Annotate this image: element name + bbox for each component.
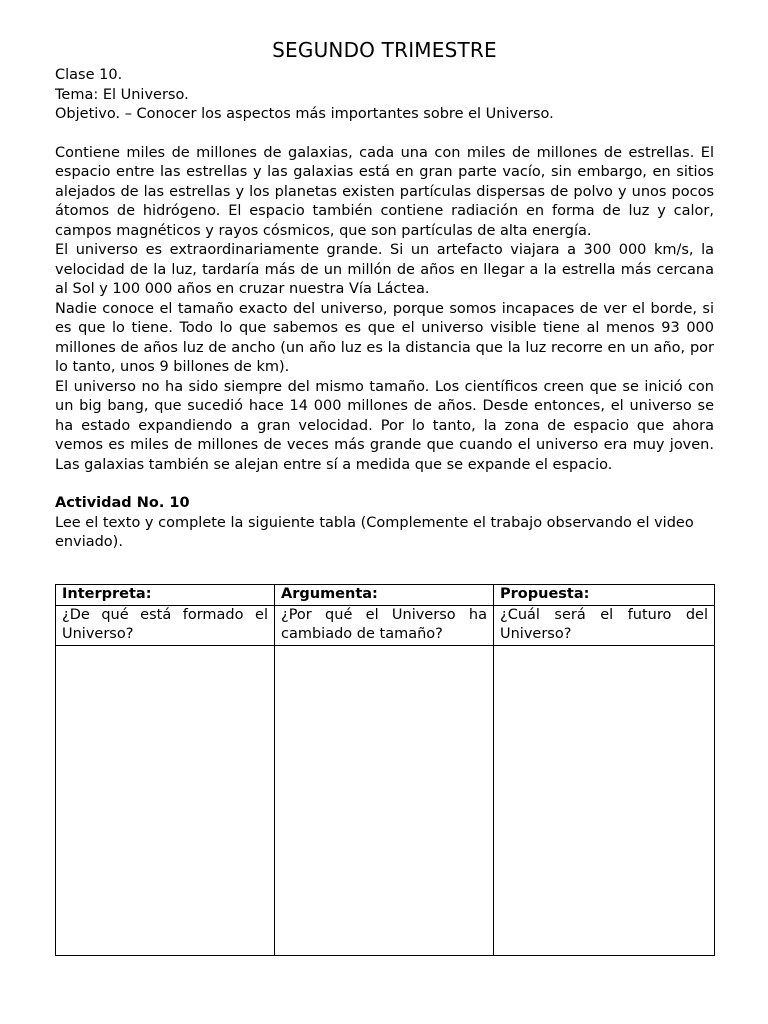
activity-table [55,584,715,956]
header-argumenta: Argumenta: [275,585,494,606]
topic: Tema: El Universo. [55,86,189,103]
table-answer-row [56,645,715,955]
paragraph-size: El universo es extraordinariamente grande. Si un artefacto viajara a 300 000 km/s, la velocidad de la luz, tardaría más de un millón de años en llegar a la estrella más cercana al Sol y 100 000 años en cruzar nuestra Vía Láctea. [55,242,714,297]
table-question-row [56,605,715,645]
header-interpreta: Interpreta: [56,585,275,606]
header-propuesta: Propuesta: [494,585,715,606]
document-page [55,36,714,642]
answer-cell-interpreta[interactable] [56,645,275,955]
answer-cell-propuesta[interactable] [494,645,715,955]
question-size-change: ¿Por qué el Universo ha cambiado de tamaño? [275,605,494,645]
page-title: SEGUNDO TRIMESTRE [272,38,497,62]
question-composition: ¿De qué está formado el Universo? [56,605,275,645]
activity-section [55,494,714,553]
paragraph-galaxies: Contiene miles de millones de galaxias, cada una con miles de millones de estrellas. El espacio entre las estrellas y las galaxias está en gran parte vacío, sin embargo, en sitios alejados de las estrellas y los planetas existen partículas dispersas de polvo y unos pocos átomos de hidrógeno. El espacio también contiene radiación en forma de luz y calor, campos magnéticos y rayos cósmicos, que son partículas de alta energía. [55,144,714,239]
activity-heading: Actividad No. 10 [55,495,190,511]
class-number: Clase 10. [55,67,123,83]
reading-text [55,144,714,476]
activity-instructions: Lee el texto y complete la siguiente tabla (Complemente el trabajo observando el video enviado). [55,514,694,550]
table-header-row [56,585,715,606]
answer-cell-argumenta[interactable] [275,645,494,955]
paragraph-visible-universe: Nadie conoce el tamaño exacto del universo, porque somos incapaces de ver el borde, si es que lo tiene. Todo lo que sabemos es que el universo visible tiene al menos 93 000 millones de años luz de ancho (un año luz es la distancia que la luz recorre en un año, por lo tanto, unos 9 billones de km). [55,300,714,375]
objective: Objetivo. – Conocer los aspectos más importantes sobre el Universo. [55,106,554,122]
question-future: ¿Cuál será el futuro del Universo? [494,605,715,645]
class-info [55,66,714,125]
paragraph-big-bang: El universo no ha sido siempre del mismo tamaño. Los científicos creen que se inició con un big bang, que sucedió hace 14 000 millones de años. Desde entonces, el universo se ha estado expandiendo a gran velocidad. Por lo tanto, la zona de espacio que ahora vemos es miles de millones de veces más grande que cuando el universo era muy joven. Las galaxias también se alejan entre sí a medida que se expande el espacio. [55,378,714,473]
